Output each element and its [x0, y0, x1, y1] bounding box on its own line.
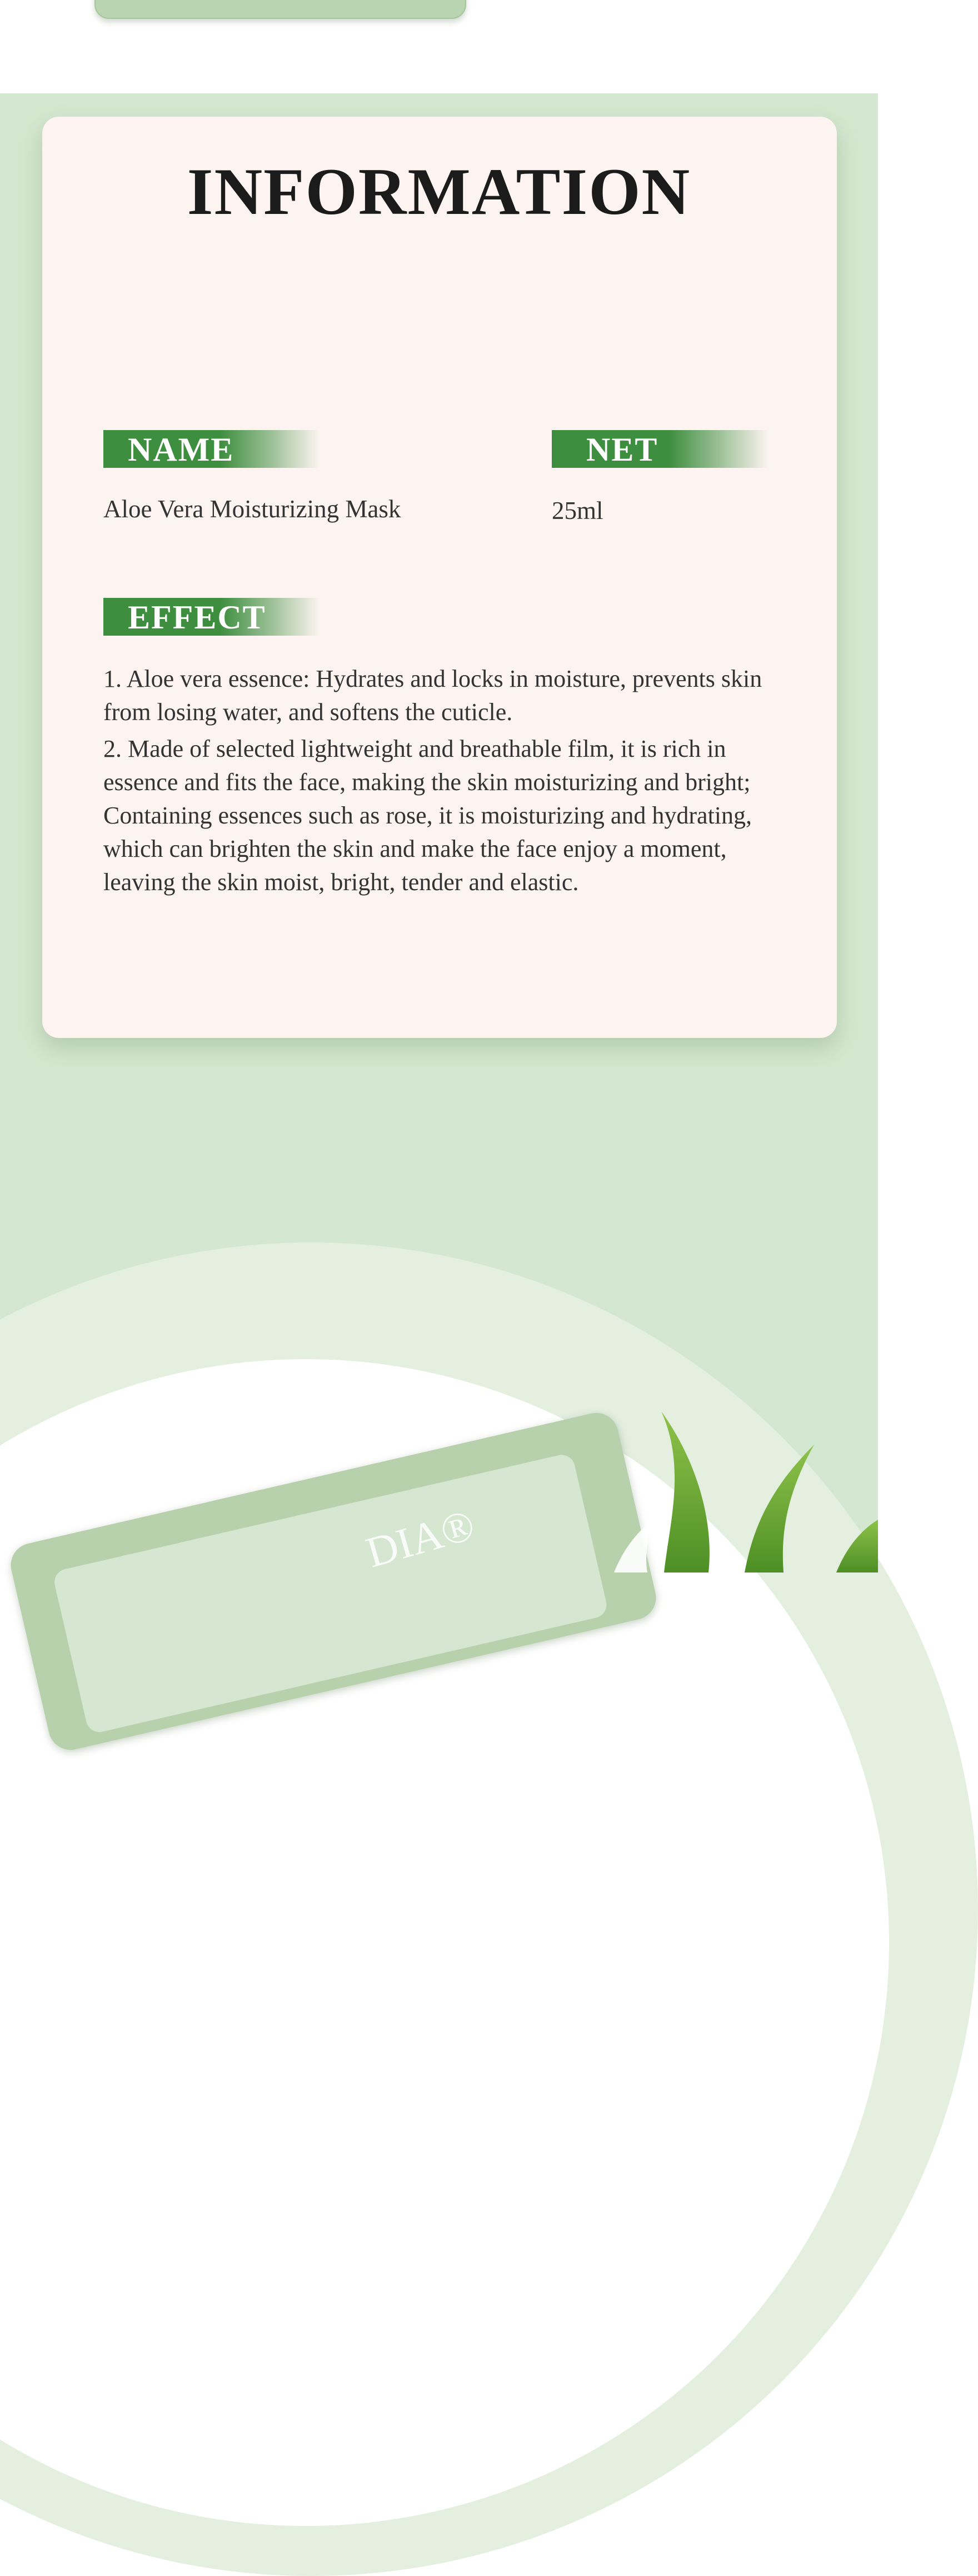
aloe-leaves-image	[603, 1400, 878, 1572]
product-name-value: Aloe Vera Moisturizing Mask	[103, 495, 401, 523]
effect-paragraph-2: 2. Made of selected lightweight and breathable film, it is rich in essence and fits the face, making the skin moisturizing and bright; Containing essences such as rose, it is moisturizing and hydrating, which can brighten the skin and make the face enjoy a moment, leaving the skin moist, bright, tender and elastic.	[103, 735, 752, 896]
information-title: INFORMATION	[187, 154, 691, 228]
net-volume-value: 25ml	[552, 497, 603, 525]
effect-paragraph-1: 1. Aloe vera essence: Hydrates and locks in moisture, prevents skin from losing water, and softens the cuticle.	[103, 665, 762, 726]
brand-logo-fragment	[361, 1500, 480, 1577]
top-product-image-strip	[0, 0, 878, 93]
net-tag: NET	[552, 430, 769, 468]
mask-pouch-image-top	[94, 0, 466, 19]
brand-logo-text: DIA®	[361, 1500, 480, 1577]
effect-description	[103, 662, 792, 902]
name-tag: NAME	[103, 430, 320, 468]
effect-tag: EFFECT	[103, 598, 320, 636]
